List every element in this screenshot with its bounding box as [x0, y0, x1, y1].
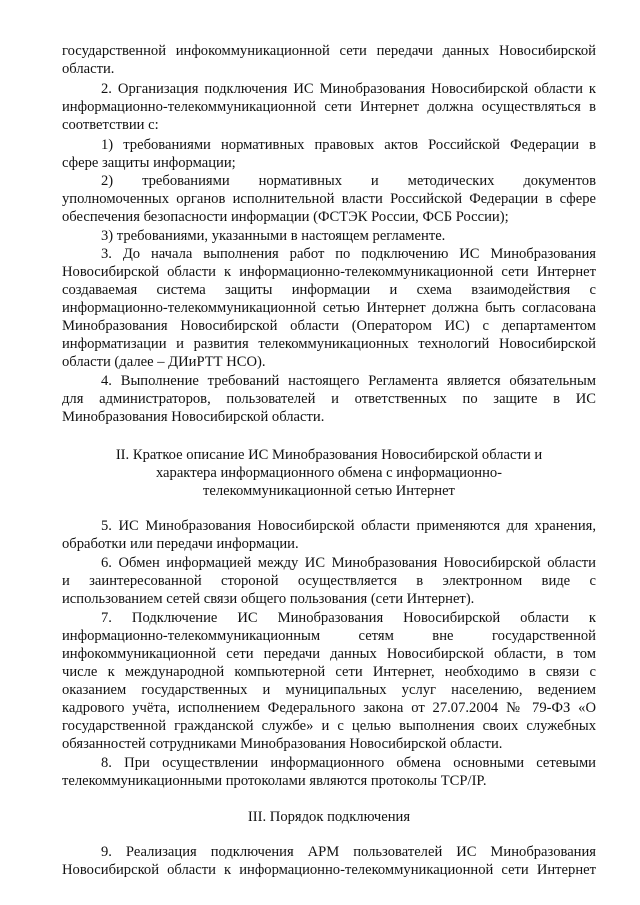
text-line: области. — [62, 61, 115, 77]
paragraph-4-line: 4. Выполнение требований настоящего Регламента является обязательным — [101, 373, 596, 389]
paragraph-3-line: информатизации и развития телекоммуникационных технологий Новосибирской — [62, 336, 596, 352]
section-2-heading-line: характера информационного обмена с информационно- — [155, 465, 503, 481]
paragraph-6-line: и заинтересованной стороной осуществляется в электронном виде с — [62, 573, 596, 589]
paragraph-8-line: телекоммуникационными протоколами являются протоколы TCP/IP. — [62, 773, 487, 789]
paragraph-7-line: 7. Подключение ИС Минобразования Новосибирской области к — [101, 610, 596, 626]
list-item-2-line: обеспечения безопасности информации (ФСТЭК России, ФСБ России); — [62, 209, 509, 225]
paragraph-3-line: создаваемая система защиты информации и схема взаимодействия с — [62, 282, 596, 298]
paragraph-4-line: для администраторов, пользователей и ответственных по защите в ИС — [62, 391, 596, 407]
section-3-heading: III. Порядок подключения — [247, 809, 411, 825]
paragraph-3-line: 3. До начала выполнения работ по подключению ИС Минобразования — [101, 246, 596, 262]
section-2-heading-line: II. Краткое описание ИС Минобразования Новосибирской области и — [115, 447, 543, 463]
paragraph-5-line: обработки или передачи информации. — [62, 536, 299, 552]
paragraph-6-line: использованием сетей связи общего пользования (сети Интернет). — [62, 591, 475, 607]
text-line: государственной инфокоммуникационной сети передачи данных Новосибирской — [62, 43, 596, 59]
paragraph-2-line: информационно-телекоммуникационной сети Интернет должна осуществляться в — [62, 99, 596, 115]
paragraph-3-line: Новосибирской области к информационно-телекоммуникационной сети Интернет — [62, 264, 596, 280]
list-item-2-line: уполномоченных органов исполнительной власти Российской Федерации в сфере — [62, 191, 596, 207]
paragraph-6-line: 6. Обмен информацией между ИС Минобразования Новосибирской области — [101, 555, 596, 571]
paragraph-7-line: кадрового учёта, исполнением Федерального закона от 27.07.2004 № 79-ФЗ «О — [62, 700, 596, 716]
section-2-heading-line: телекоммуникационной сетью Интернет — [203, 483, 455, 499]
paragraph-7-line: государственной гражданской службе» и с целью выполнения своих служебных — [62, 718, 596, 734]
paragraph-4-line: Минобразования Новосибирской области. — [62, 409, 325, 425]
list-item-1-line: 1) требованиями нормативных правовых актов Российской Федерации в — [101, 137, 596, 153]
paragraph-2-line: 2. Организация подключения ИС Минобразования Новосибирской области к — [101, 81, 596, 97]
list-item-3-line: 3) требованиями, указанными в настоящем регламенте. — [101, 228, 446, 244]
paragraph-5-line: 5. ИС Минобразования Новосибирской области применяются для хранения, — [101, 518, 596, 534]
paragraph-7-line: оказанием государственных и муниципальных услуг населению, ведением — [62, 682, 596, 698]
paragraph-7-line: числе к международной компьютерной сети Интернет, необходимо в связи с — [62, 664, 596, 680]
paragraph-9-line: 9. Реализация подключения АРМ пользователей ИС Минобразования — [101, 844, 596, 860]
list-item-1-line: сфере защиты информации; — [62, 155, 236, 171]
paragraph-3-line: информационно-телекоммуникационной сетью Интернет должна быть согласована — [62, 300, 596, 316]
paragraph-8-line: 8. При осуществлении информационного обмена основными сетевыми — [101, 755, 596, 771]
paragraph-7-line: информационно-телекоммуникационным сетям вне государственной — [62, 628, 596, 644]
list-item-2-line: 2) требованиями нормативных и методических документов — [101, 173, 596, 189]
paragraph-7-line: обязанностей сотрудниками Минобразования Новосибирской области. — [62, 736, 503, 752]
paragraph-2-line: соответствии с: — [62, 117, 159, 133]
paragraph-3-line: области (далее – ДИиРТТ НСО). — [62, 354, 266, 370]
paragraph-3-line: Минобразования Новосибирской области (Оператором ИС) с департаментом — [62, 318, 596, 334]
paragraph-7-line: инфокоммуникационной сети передачи данных Новосибирской области, в том — [62, 646, 596, 662]
paragraph-9-line: Новосибирской области к информационно-телекоммуникационной сети Интернет — [62, 862, 596, 878]
